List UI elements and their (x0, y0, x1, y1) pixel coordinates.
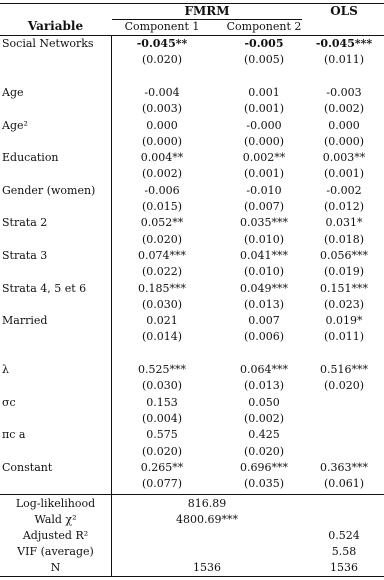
ols-value (306, 411, 382, 426)
table-row (0, 150, 384, 165)
component2-value: 0.002** (242, 151, 286, 165)
ols-value: 0.003** (322, 151, 366, 165)
table-row (0, 36, 384, 51)
ols-value: (0.011) (323, 53, 365, 67)
component2-value: 0.064*** (240, 363, 288, 376)
ols-value (306, 427, 382, 442)
ols-value (306, 395, 382, 410)
row-label: Married (2, 314, 48, 328)
ols-value: (0.000) (323, 134, 365, 148)
ols-value: 0.000 (328, 118, 360, 132)
component2-value: (0.001) (243, 102, 285, 116)
ols-value: 0.019* (325, 314, 363, 328)
component2-header: Component 2 (226, 20, 302, 33)
table-row (0, 232, 384, 247)
ols-value: (0.011) (323, 330, 365, 344)
footer-row (0, 512, 384, 527)
ols-header: OLS (330, 4, 358, 18)
component1-value: 0.185*** (138, 281, 186, 295)
ols-value: -0.045*** (315, 37, 373, 50)
ols-value: 0.151*** (320, 281, 368, 295)
component2-value: -0.010 (246, 183, 282, 197)
component1-value: 0.000 (146, 118, 178, 132)
component1-value: 0.074*** (138, 248, 186, 262)
ols-value: 0.056*** (320, 248, 368, 262)
component1-value: 0.153 (146, 395, 178, 409)
fmrm-stat: 1536 (193, 561, 221, 574)
component2-value: (0.000) (243, 134, 285, 148)
component1-value: 0.575 (146, 428, 178, 442)
component1-value: (0.030) (141, 297, 183, 311)
component1-value: 0.004** (140, 151, 184, 165)
component1-value: 0.265** (140, 460, 184, 474)
ols-value: (0.001) (323, 167, 365, 181)
row-label: Strata 2 (2, 216, 48, 230)
fmrm-stat: 4800.69*** (176, 513, 238, 526)
component1-value: (0.000) (141, 134, 183, 148)
fmrm-header: FMRM (184, 4, 230, 18)
footer-row (0, 560, 384, 575)
component2-value: -0.000 (246, 118, 282, 132)
footer-label: N (50, 561, 61, 574)
component1-value: 0.052** (140, 216, 184, 230)
row-label: Gender (women) (2, 183, 96, 197)
row-label: Age² (2, 118, 28, 132)
footer-label: VIF (average) (17, 545, 94, 558)
component2-value: (0.013) (243, 379, 285, 393)
component2-value (214, 69, 314, 84)
ols-value: (0.020) (323, 379, 365, 393)
table-row (0, 395, 384, 410)
footer-row (0, 528, 384, 543)
table-row (0, 183, 384, 198)
ols-value: (0.018) (323, 232, 365, 246)
row-label: πc a (2, 428, 26, 442)
table-row (0, 199, 384, 214)
ols-value (306, 444, 382, 459)
ols-stat (306, 496, 382, 511)
ols-value: 0.516*** (320, 363, 368, 376)
bottom-rule (0, 576, 384, 577)
row-label: Strata 4, 5 et 6 (2, 281, 87, 295)
component2-value: 0.050 (248, 395, 280, 409)
mid-rule (0, 494, 384, 495)
ols-value: (0.002) (323, 102, 365, 116)
component1-value: (0.004) (141, 411, 183, 425)
row-label: Age (2, 85, 24, 99)
component1-value: (0.030) (141, 379, 183, 393)
table-row (0, 297, 384, 312)
component1-header: Component 1 (124, 20, 200, 33)
ols-value: (0.023) (323, 297, 365, 311)
table-row (0, 85, 384, 100)
component2-value: 0.049*** (240, 281, 288, 295)
component2-value: (0.006) (243, 330, 285, 344)
ols-stat: 1536 (330, 561, 358, 574)
label-divider (111, 35, 112, 576)
component1-value: (0.020) (141, 232, 183, 246)
ols-value: -0.002 (326, 183, 362, 197)
component1-value: -0.045** (136, 37, 188, 50)
component1-value: (0.003) (141, 102, 183, 116)
component2-value: 0.001 (248, 85, 280, 99)
component2-value: 0.041*** (240, 248, 288, 262)
component2-value: -0.005 (244, 37, 284, 50)
component2-value: (0.010) (243, 232, 285, 246)
footer-label: Adjusted R² (22, 529, 89, 542)
table-row (0, 476, 384, 491)
variable-header: Variable (27, 19, 84, 33)
component1-value: (0.014) (141, 330, 183, 344)
table-row (0, 134, 384, 149)
table-row (0, 215, 384, 230)
table-row (0, 52, 384, 67)
component1-value: (0.020) (141, 53, 183, 67)
component2-value: 0.696*** (240, 460, 288, 474)
component1-value: (0.015) (141, 200, 183, 213)
component1-value: (0.020) (141, 444, 183, 458)
table-row (0, 329, 384, 344)
component1-value: (0.077) (141, 477, 183, 491)
ols-stat: 5.58 (331, 545, 357, 558)
ols-stat (306, 512, 382, 527)
header-row-2 (0, 19, 384, 34)
table-row (0, 69, 384, 84)
ols-value: 0.363*** (320, 460, 368, 474)
row-label: Constant (2, 460, 53, 474)
component1-value: (0.022) (141, 265, 183, 279)
component1-value: -0.006 (144, 183, 180, 197)
table-row (0, 427, 384, 442)
ols-value (306, 69, 382, 84)
table-row (0, 118, 384, 133)
component1-value: 0.525*** (138, 363, 186, 376)
table-row (0, 264, 384, 279)
component2-value: (0.013) (243, 297, 285, 311)
table-row (0, 444, 384, 459)
component1-value (112, 346, 212, 361)
component2-value (214, 346, 314, 361)
footer-row (0, 544, 384, 559)
component2-value: (0.001) (243, 167, 285, 181)
component1-value: (0.002) (141, 167, 183, 181)
component1-value (112, 69, 212, 84)
component2-value: 0.425 (248, 428, 280, 442)
ols-value: (0.061) (323, 477, 365, 491)
footer-label: Wald χ² (34, 513, 77, 526)
fmrm-stat (112, 544, 302, 559)
row-label: Strata 3 (2, 248, 48, 262)
component2-value: 0.007 (248, 314, 280, 328)
row-label: λ (2, 363, 9, 376)
ols-value: (0.019) (323, 265, 365, 279)
header-row-1 (0, 4, 384, 19)
component2-value: (0.010) (243, 265, 285, 279)
component2-value: (0.002) (243, 411, 285, 425)
footer-row (0, 496, 384, 511)
row-label: σc (2, 395, 16, 409)
row-label: Social Networks (2, 37, 94, 50)
fmrm-stat (112, 528, 302, 543)
table-row (0, 166, 384, 181)
component1-value: 0.021 (146, 314, 178, 328)
component1-value: -0.004 (144, 85, 180, 99)
table-row (0, 281, 384, 296)
table-row (0, 313, 384, 328)
fmrm-stat: 816.89 (187, 497, 227, 510)
table-row (0, 346, 384, 361)
table-row (0, 378, 384, 393)
ols-stat: 0.524 (328, 529, 360, 542)
ols-value: -0.003 (326, 85, 362, 99)
component2-value: (0.005) (243, 53, 285, 67)
table-row (0, 248, 384, 263)
footer-label: Log-likelihood (15, 497, 96, 510)
table-row (0, 101, 384, 116)
table-row (0, 411, 384, 426)
component2-value: (0.035) (243, 477, 285, 491)
row-label: Education (2, 151, 59, 165)
ols-value: 0.031* (325, 216, 363, 230)
table-row (0, 460, 384, 475)
table-row (0, 362, 384, 377)
component2-value: (0.007) (243, 200, 285, 213)
ols-value: (0.012) (323, 200, 365, 213)
component2-value: (0.020) (243, 444, 285, 458)
component2-value: 0.035*** (240, 216, 288, 230)
ols-value (306, 346, 382, 361)
